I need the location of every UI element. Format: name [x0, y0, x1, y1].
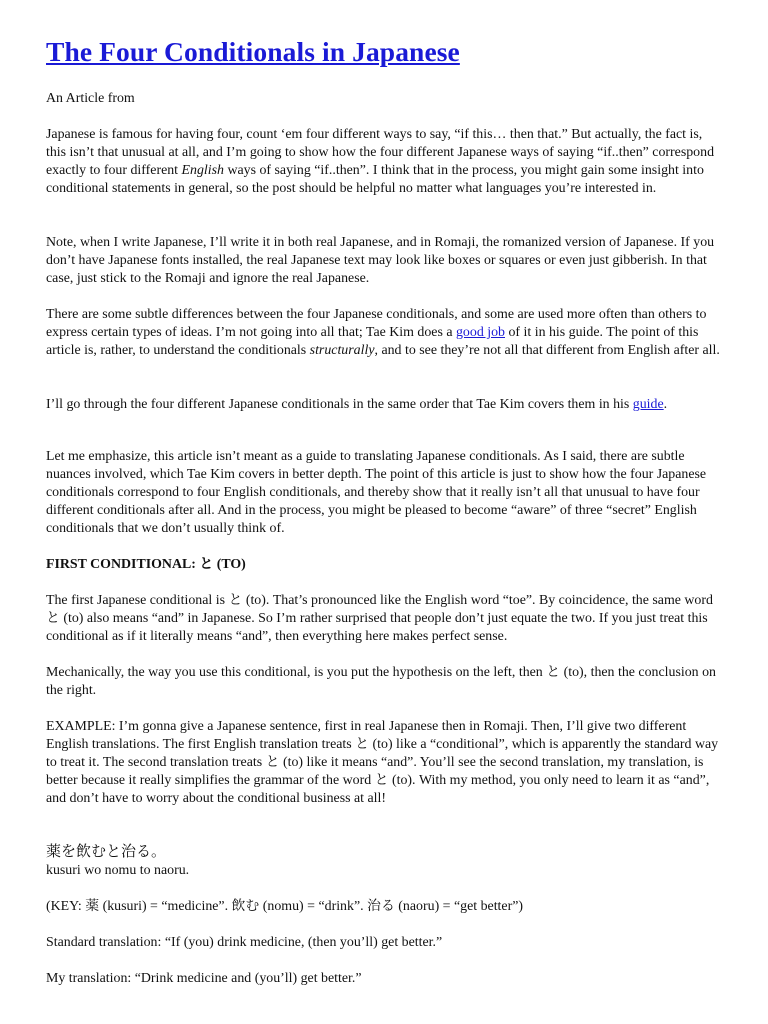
- p1-text: Japanese is famous for having four, count ‘em four different ways to say, “if this… then that.” But actually, the fact is, this isn’t that unusual at all, and I’m going to show how the four different Japanese ways of saying “if..then” correspond exactly to four different: [46, 127, 715, 178]
- page-title[interactable]: The Four Conditionals in Japanese: [46, 36, 460, 67]
- paragraph-mechanics: Mechanically, the way you use this conditional, is you put the hypothesis on the left, then と (to), then the conclusion on the right.: [46, 665, 716, 698]
- good-job-link[interactable]: good job: [455, 325, 505, 340]
- vocabulary-key: (KEY: 薬 (kusuri) = “medicine”. 飲む (nomu) = “drink”. 治る (naoru) = “get better”): [46, 899, 523, 914]
- p3-text-c: , and to see they’re not all that different from English after all.: [374, 343, 720, 358]
- japanese-sentence: 薬を飲むと治る。: [46, 844, 167, 860]
- paragraph-differences: [46, 306, 724, 360]
- p4-text: I’ll go through the four different Japanese conditionals in the same order that Tae Kim covers them in his: [46, 397, 633, 412]
- p3-text: There are some subtle differences between the four Japanese conditionals, and some are used more often than others to express certain types of ideas. I’m not going into all that; Tae Kim does a: [46, 307, 707, 340]
- standard-translation: Standard translation: “If (you) drink medicine, (then you’ll) get better.”: [46, 935, 443, 950]
- guide-link[interactable]: guide: [632, 397, 664, 412]
- p1-text-b: ways of saying “if..then”. I think that in the process, you might gain some insight into conditional statements in general, so the post should be helpful no matter what languages you’re interested in.: [46, 163, 704, 196]
- p4-text-b: .: [663, 397, 668, 412]
- paragraph-example: EXAMPLE: I’m gonna give a Japanese sentence, first in real Japanese then in Romaji. Then, I’ll give two different English translations. The first English translation treats と (to) like a “conditional”, which is apparently the standard way to treat it. The second translation treats と (to) like it means “and”. You’ll see the second translation, my translation, is better because it really simplifies the grammar of the word と (to). With my method, you only need to learn it as “and”, and don’t have to worry about the conditional business at all!: [46, 719, 719, 806]
- p3-emphasis: structurally: [309, 343, 375, 358]
- my-translation: My translation: “Drink medicine and (you’ll) get better.”: [46, 971, 362, 986]
- romaji-sentence: kusuri wo nomu to naoru.: [46, 863, 190, 878]
- section-heading-first-conditional: FIRST CONDITIONAL: と (TO): [46, 557, 246, 572]
- byline: An Article from: [46, 91, 135, 106]
- paragraph-fonts-note: Note, when I write Japanese, I’ll write it in both real Japanese, and in Romaji, the romanized version of Japanese. If you don’t have Japanese fonts installed, the real Japanese text may look like boxes or squares or even just gibberish. In that case, just stick to the Romaji and ignore the real Japanese.: [46, 235, 715, 286]
- p3-text-b: of it in his guide. The point of this article is, rather, to understand the conditionals: [46, 325, 699, 358]
- p1-emphasis: English: [181, 163, 224, 178]
- paragraph-intro: [46, 126, 724, 198]
- paragraph-emphasis: Let me emphasize, this article isn’t meant as a guide to translating Japanese conditionals. As I said, there are subtle nuances involved, which Tae Kim covers in better depth. The point of this article is just to show how the four Japanese conditionals correspond to four English conditionals, and thereby show that it really isn’t all that unusual to have four different conditionals after all. And in the process, you might be pleased to become “aware” of three “secret” English conditionals that we don’t usually think of.: [46, 449, 707, 536]
- paragraph-first-conditional: The first Japanese conditional is と (to). That’s pronounced like the English word “toe”. By coincidence, the same word と (to) also means “and” in Japanese. So I’m rather surprised that people don’t just equate the two. If you just treat this conditional as if it literally means “and”, then everything here makes perfect sense.: [46, 593, 713, 644]
- paragraph-order: [46, 396, 724, 414]
